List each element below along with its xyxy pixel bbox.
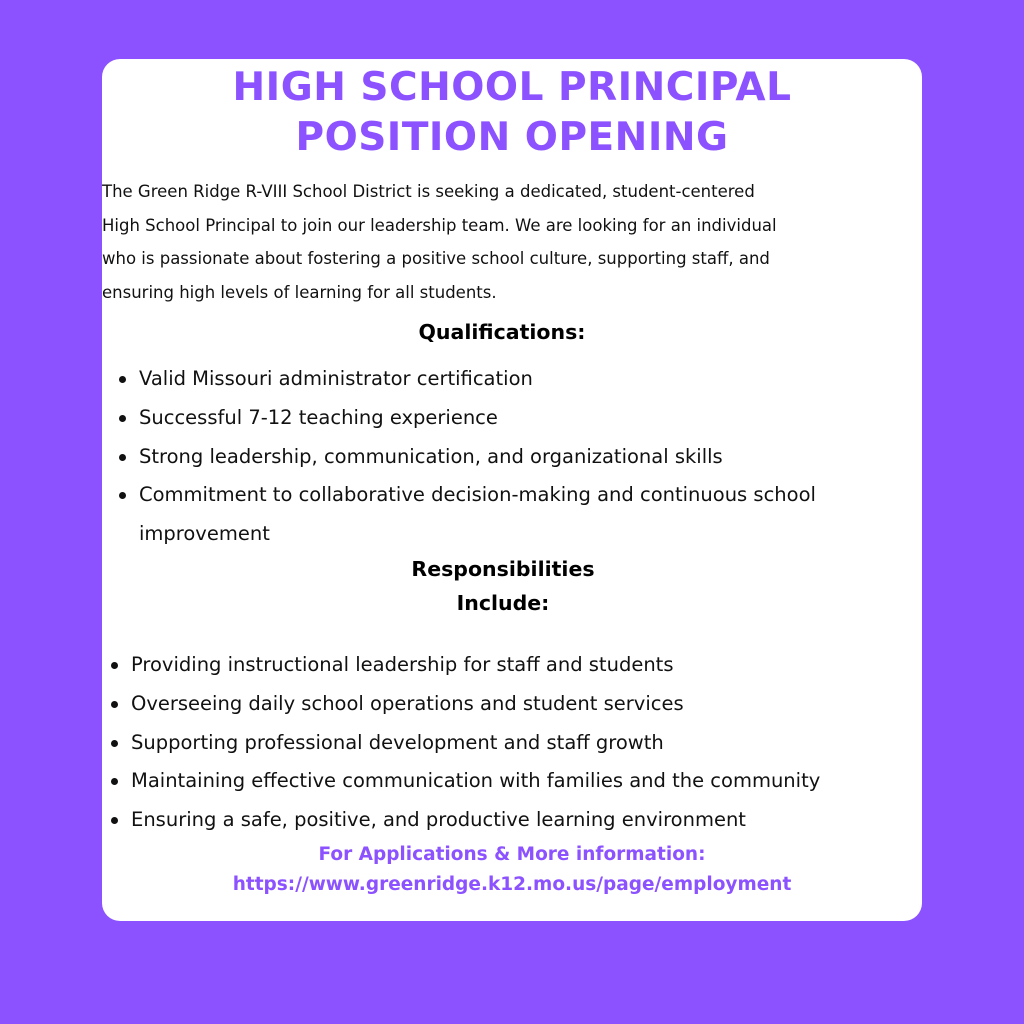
applications-label: For Applications & More information: bbox=[318, 844, 706, 865]
list-item: Providing instructional leadership for staff and students bbox=[131, 646, 921, 685]
intro-line: High School Principal to join our leadership team. We are looking for an individual bbox=[102, 215, 777, 235]
responsibilities-list bbox=[131, 646, 921, 840]
list-item: Supporting professional development and staff growth bbox=[131, 724, 921, 763]
responsibilities-heading-line-1: Responsibilities bbox=[411, 557, 595, 581]
applications-info bbox=[102, 840, 922, 900]
intro-line: who is passionate about fostering a positive school culture, supporting staff, and bbox=[102, 249, 770, 268]
title-line-2: POSITION OPENING bbox=[295, 115, 729, 160]
list-item: Successful 7-12 teaching experience bbox=[139, 399, 921, 438]
job-posting-card bbox=[102, 59, 922, 921]
employment-url-link[interactable]: https://www.greenridge.k12.mo.us/page/employment bbox=[232, 874, 792, 895]
list-item: Strong leadership, communication, and organizational skills bbox=[139, 438, 921, 477]
intro-line: ensuring high levels of learning for all students. bbox=[102, 282, 497, 302]
qualifications-heading: Qualifications: bbox=[418, 320, 586, 344]
title-line-1: HIGH SCHOOL PRINCIPAL bbox=[232, 65, 792, 110]
list-item: Valid Missouri administrator certification bbox=[139, 360, 921, 399]
list-item: Ensuring a safe, positive, and productive learning environment bbox=[131, 801, 921, 840]
list-item: Maintaining effective communication with families and the community bbox=[131, 762, 921, 801]
page-title bbox=[102, 63, 922, 163]
responsibilities-heading-line-2: Include: bbox=[456, 591, 550, 615]
list-item: Overseeing daily school operations and student services bbox=[131, 685, 921, 724]
qualifications-list bbox=[139, 360, 921, 554]
responsibilities-heading bbox=[382, 552, 624, 620]
list-item: Commitment to collaborative decision-making and continuous school improvement bbox=[139, 476, 921, 554]
intro-paragraph bbox=[102, 175, 917, 309]
intro-line: The Green Ridge R-VIII School District is seeking a dedicated, student-centered bbox=[102, 182, 755, 201]
